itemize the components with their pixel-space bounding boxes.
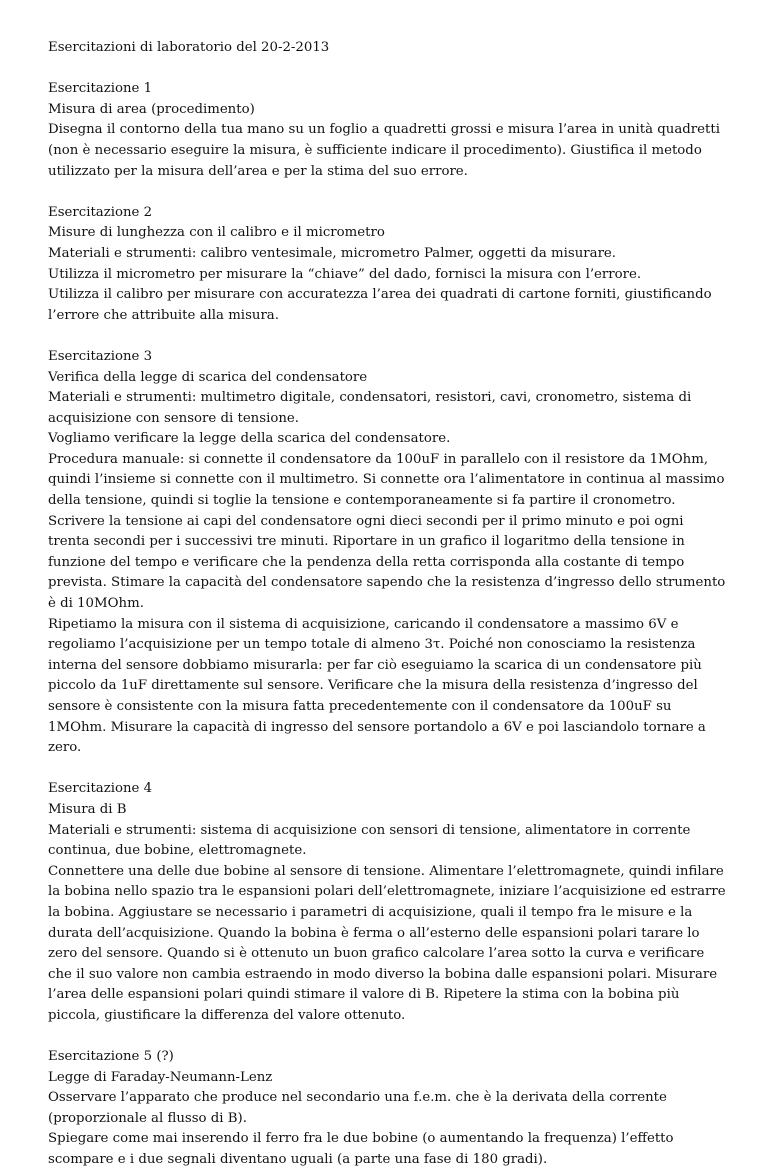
section-heading: Esercitazione 4 xyxy=(48,781,153,797)
section-paragraph: Disegna il contorno della tua mano su un foglio a quadretti grossi e misura l’area in unità quadretti (non è necessario eseguire la misura, è sufficiente indicare il procedimento). Giustifica il metodo utilizzato per la misura dell’area e per la stima del suo errore. xyxy=(48,122,720,179)
section-esercitazione-2 xyxy=(48,203,728,327)
section-heading: Esercitazione 1 xyxy=(48,81,153,97)
section-heading: Esercitazione 5 (?) xyxy=(48,1049,174,1065)
section-esercitazione-1 xyxy=(48,79,728,182)
section-subtitle: Misura di area (procedimento) xyxy=(48,101,255,117)
section-paragraph: Utilizza il calibro per misurare con accuratezza l’area dei quadrati di cartone forniti, giustificando l’errore che attribuite alla misura. xyxy=(48,287,712,323)
section-paragraph: Connettere una delle due bobine al sensore di tensione. Alimentare l’elettromagnete, quindi infilare la bobina nello spazio tra le espansioni polari dell’elettromagnete, iniziare l’acquisizione ed estrarre la bobina. Aggiustare se necessario i parametri di acquisizione, quali il tempo fra le misure e la durata dell’acquisizione. Quando la bobina è ferma o all’esterno delle espansioni polari tarare lo zero del sensore. Quando si è ottenuto un buon grafico calcolare l’area sotto la curva e verificare che il suo valore non cambia estraendo in modo diverso la bobina dalle espansioni polari. Misurare l’area delle espansioni polari quindi stimare il valore di B. Ripetere la stima con la bobina più piccola, giustificare la differenza del valore ottenuto. xyxy=(48,863,726,1023)
section-paragraph: Materiali e strumenti: sistema di acquisizione con sensori di tensione, alimentatore in corrente continua, due bobine, elettromagnete. xyxy=(48,822,691,859)
section-paragraph: Materiali e strumenti: multimetro digitale, condensatori, resistori, cavi, cronometro, sistema di acquisizione con sensore di tensione. xyxy=(48,390,692,426)
section-heading: Esercitazione 2 xyxy=(48,204,153,220)
section-paragraph: Vogliamo verificare la legge della scarica del condensatore. xyxy=(48,431,451,447)
section-paragraph: Ripetiamo la misura con il sistema di acquisizione, caricando il condensatore a massimo 6V e regoliamo l’acquisizione per un tempo totale di almeno 3τ. Poiché non conosciamo la resistenza interna del sensore dobbiamo misurarla: per far ciò eseguiamo la scarica di un condensatore più piccolo da 1uF direttamente sul sensore. Verificare che la misura della resistenza d’ingresso del sensore è consistente con la misura fatta precedentemente con il condensatore da 100uF su 1MOhm. Misurare la capacità di ingresso del sensore portandolo a 6V e poi lasciandolo tornare a zero. xyxy=(48,616,706,756)
section-subtitle: Legge di Faraday-Neumann-Lenz xyxy=(48,1069,273,1085)
section-paragraph: Spiegare come mai inserendo il ferro fra le due bobine (o aumentando la frequenza) l’effetto scompare e i due segnali diventano uguali (a parte una fase di 180 gradi). xyxy=(48,1131,674,1168)
section-subtitle: Verifica della legge di scarica del condensatore xyxy=(48,369,368,385)
section-subtitle: Misura di B xyxy=(48,801,127,817)
section-heading: Esercitazione 3 xyxy=(48,348,153,364)
section-esercitazione-3 xyxy=(48,347,728,759)
section-paragraph: Materiali e strumenti: calibro ventesimale, micrometro Palmer, oggetti da misurare. xyxy=(48,245,617,261)
document-title: Esercitazioni di laboratorio del 20-2-2013 xyxy=(48,40,330,55)
section-subtitle: Misure di lunghezza con il calibro e il micrometro xyxy=(48,225,385,241)
section-paragraph: Procedura manuale: si connette il condensatore da 100uF in parallelo con il resistore da 1MOhm, quindi l’insieme si connette con il multimetro. Si connette ora l’alimentatore in continua al massimo della tensione, quindi si toglie la tensione e contemporaneamente si fa partire il cronometro. Scrivere la tensione ai capi del condensatore ogni dieci secondi per il primo minuto e poi ogni trenta secondi per i successivi tre minuti. Riportare in un grafico il logaritmo della tensione in funzione del tempo e verificare che la pendenza della retta corrisponda alla costante di tempo prevista. Stimare la capacità del condensatore sapendo che la resistenza d’ingresso dello strumento è di 10MOhm. xyxy=(48,451,726,612)
section-esercitazione-4 xyxy=(48,779,728,1026)
section-paragraph: Utilizza il micrometro per misurare la “chiave” del dado, fornisci la misura con l’errore. xyxy=(48,266,642,282)
section-paragraph: Osservare l’apparato che produce nel secondario una f.e.m. che è la derivata della corrente (proporzionale al flusso di B). xyxy=(48,1090,667,1126)
section-esercitazione-5 xyxy=(48,1047,728,1171)
